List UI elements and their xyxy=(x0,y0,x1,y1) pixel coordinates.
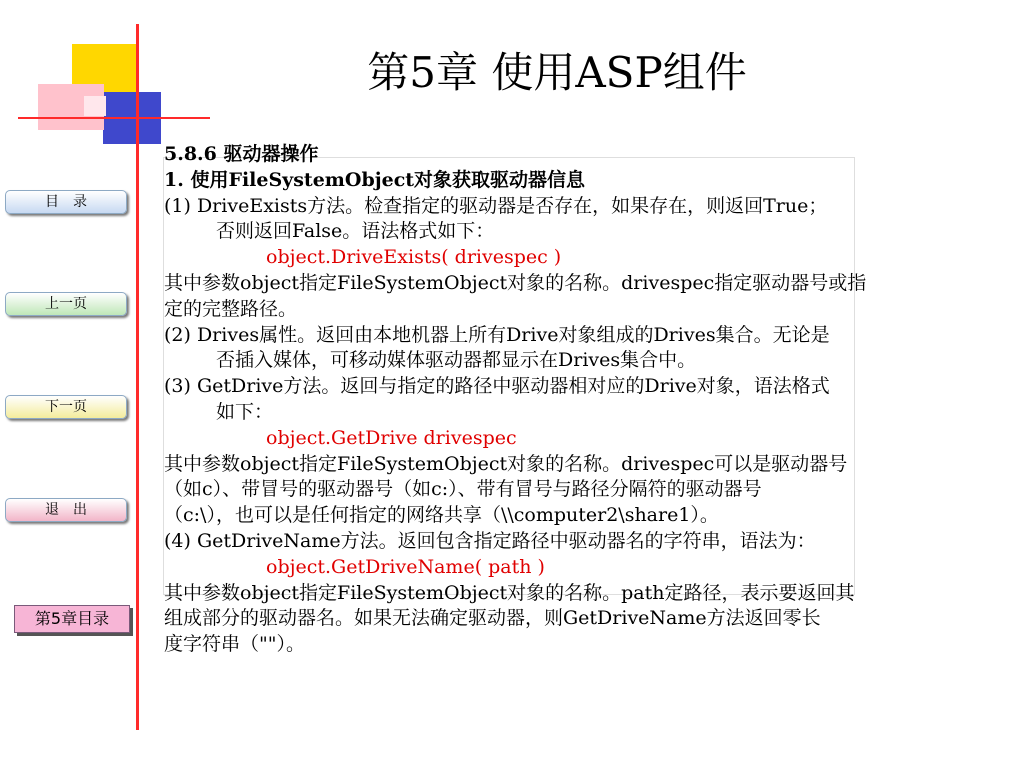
toc-button[interactable]: 目 录 xyxy=(5,190,127,214)
content-body xyxy=(164,142,994,658)
text-line: 否插入媒体，可移动媒体驱动器都显示在Drives集合中。 xyxy=(216,349,697,372)
text-line: 度字符串（""）。 xyxy=(164,633,305,656)
text-line: (2) Drives属性。返回由本地机器上所有Drive对象组成的Drives集合。无论是 xyxy=(164,323,830,346)
text-line: 其中参数object指定FileSystemObject对象的名称。drivespec指定驱动器号或指 xyxy=(164,271,867,294)
text-line: 否则返回False。语法格式如下： xyxy=(216,220,495,243)
code-line: object.DriveExists( drivespec ) xyxy=(266,246,562,269)
red-horizontal-rule xyxy=(18,117,210,119)
text-line: （如c）、带冒号的驱动器号（如c:）、带有冒号与路径分隔符的驱动器号 xyxy=(164,478,762,501)
prev-page-button[interactable]: 上一页 xyxy=(5,292,127,316)
text-line: 组成部分的驱动器名。如果无法确定驱动器，则GetDriveName方法返回零长 xyxy=(164,607,821,630)
chapter-toc-button[interactable]: 第5章目录 xyxy=(14,605,130,633)
red-vertical-rule xyxy=(136,24,139,730)
text-line: (3) GetDrive方法。返回与指定的路径中驱动器相对应的Drive对象，语法格式 xyxy=(164,375,830,398)
text-line: (4) GetDriveName方法。返回包含指定路径中驱动器名的字符串，语法为： xyxy=(164,529,816,552)
section-heading: 5.8.6 驱动器操作 xyxy=(164,143,319,165)
subsection-heading: 1. 使用FileSystemObject对象获取驱动器信息 xyxy=(164,168,586,191)
code-line: object.GetDriveName( path ) xyxy=(266,555,545,578)
page-title: 第5章 使用ASP组件 xyxy=(367,48,747,97)
text-line: 定的完整路径。 xyxy=(164,297,298,320)
text-line: 其中参数object指定FileSystemObject对象的名称。drivespec可以是驱动器号 xyxy=(164,452,848,475)
text-line: 其中参数object指定FileSystemObject对象的名称。path定路径，表示要返回其 xyxy=(164,581,855,604)
exit-button[interactable]: 退 出 xyxy=(5,498,127,522)
text-line: 如下： xyxy=(216,400,274,423)
next-page-button[interactable]: 下一页 xyxy=(5,395,127,419)
code-line: object.GetDrive drivespec xyxy=(266,426,517,449)
text-line: (1) DriveExists方法。检查指定的驱动器是否存在，如果存在，则返回True； xyxy=(164,194,828,217)
text-line: （c:\），也可以是任何指定的网络共享（\\computer2\share1）。 xyxy=(164,504,719,527)
